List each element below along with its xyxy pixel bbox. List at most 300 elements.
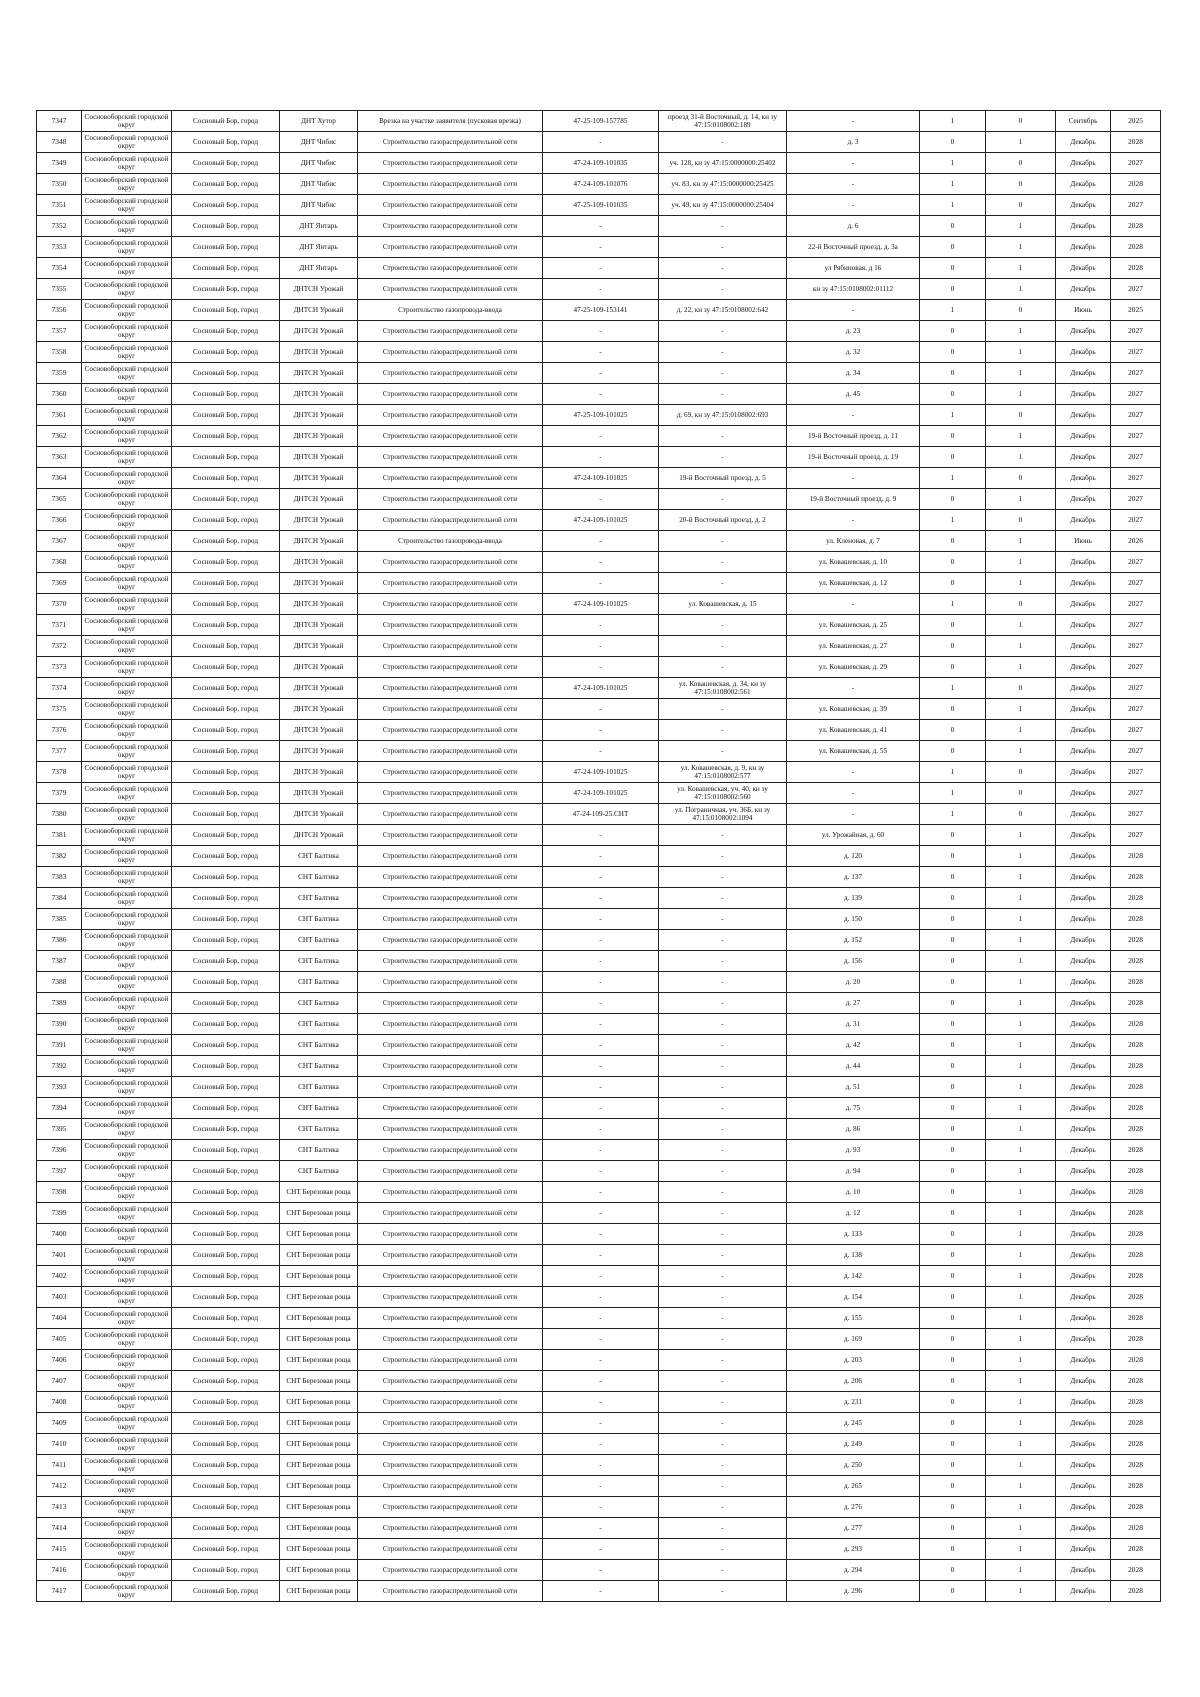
municipal-district-cell: Сосновоборский городской округ [82,1182,172,1203]
municipal-district-cell: Сосновоборский городской округ [82,615,172,636]
row-number-cell: 7400 [37,1224,82,1245]
deadline-month-cell: Декабрь [1056,1476,1111,1497]
application-number-cell: - [543,552,659,573]
house-address-cell: - [787,195,920,216]
municipal-district-cell: Сосновоборский городской округ [82,1539,172,1560]
territory-cell: СНТ Балтика [280,888,358,909]
work-type-cell: Строительство газораспределительной сети [358,1119,543,1140]
count-planned-cell: 1 [986,573,1056,594]
work-type-cell: Строительство газораспределительной сети [358,762,543,783]
territory-cell: ДНТСН Урожай [280,279,358,300]
territory-cell: СНТ Балтика [280,867,358,888]
application-number-cell: - [543,1119,659,1140]
house-address-cell: д. 94 [787,1161,920,1182]
table-row [37,1329,1161,1350]
count-connected-cell: 0 [920,237,986,258]
deadline-year-cell: 2027 [1111,342,1161,363]
deadline-month-cell: Декабрь [1056,804,1111,825]
count-connected-cell: 1 [920,510,986,531]
plot-address-cell: - [659,237,787,258]
plot-address-cell: - [659,888,787,909]
municipal-district-cell: Сосновоборский городской округ [82,1014,172,1035]
row-number-cell: 7389 [37,993,82,1014]
row-number-cell: 7394 [37,1098,82,1119]
municipal-district-cell: Сосновоборский городской округ [82,951,172,972]
house-address-cell: д. 42 [787,1035,920,1056]
application-number-cell: - [543,216,659,237]
deadline-year-cell: 2028 [1111,1203,1161,1224]
deadline-month-cell: Декабрь [1056,699,1111,720]
count-connected-cell: 0 [920,1140,986,1161]
municipal-district-cell: Сосновоборский городской округ [82,300,172,321]
plot-address-cell: проезд 31-й Восточный, д. 14, кн зу 47:15:0108002:189 [659,111,787,132]
municipal-district-cell: Сосновоборский городской округ [82,489,172,510]
deadline-month-cell: Декабрь [1056,1329,1111,1350]
deadline-year-cell: 2027 [1111,195,1161,216]
table-row [37,1098,1161,1119]
work-type-cell: Строительство газораспределительной сети [358,195,543,216]
deadline-month-cell: Декабрь [1056,741,1111,762]
deadline-month-cell: Декабрь [1056,615,1111,636]
territory-cell: ДНТСН Урожай [280,741,358,762]
application-number-cell: - [543,363,659,384]
work-type-cell: Строительство газораспределительной сети [358,405,543,426]
work-type-cell: Строительство газораспределительной сети [358,594,543,615]
count-connected-cell: 1 [920,174,986,195]
application-number-cell: 47-25-109-101025 [543,405,659,426]
house-address-cell: д. 137 [787,867,920,888]
table-row [37,153,1161,174]
work-type-cell: Строительство газораспределительной сети [358,804,543,825]
count-connected-cell: 0 [920,258,986,279]
deadline-year-cell: 2027 [1111,363,1161,384]
plot-address-cell: - [659,657,787,678]
count-connected-cell: 0 [920,720,986,741]
row-number-cell: 7379 [37,783,82,804]
house-address-cell: 19-й Восточный проезд, д. 9 [787,489,920,510]
municipal-district-cell: Сосновоборский городской округ [82,804,172,825]
house-address-cell: д. 10 [787,1182,920,1203]
settlement-cell: Сосновый Бор, город [172,489,280,510]
count-planned-cell: 1 [986,1287,1056,1308]
territory-cell: ДНТСН Урожай [280,783,358,804]
count-planned-cell: 1 [986,888,1056,909]
application-number-cell: - [543,846,659,867]
deadline-year-cell: 2027 [1111,783,1161,804]
count-planned-cell: 1 [986,489,1056,510]
row-number-cell: 7354 [37,258,82,279]
count-planned-cell: 1 [986,1392,1056,1413]
house-address-cell: ул. Ковашевская, д. 27 [787,636,920,657]
count-planned-cell: 1 [986,951,1056,972]
row-number-cell: 7363 [37,447,82,468]
municipal-district-cell: Сосновоборский городской округ [82,1098,172,1119]
table-row [37,1434,1161,1455]
count-planned-cell: 0 [986,468,1056,489]
count-planned-cell: 1 [986,531,1056,552]
work-type-cell: Строительство газораспределительной сети [358,1203,543,1224]
count-planned-cell: 1 [986,1560,1056,1581]
row-number-cell: 7368 [37,552,82,573]
count-connected-cell: 0 [920,1560,986,1581]
deadline-year-cell: 2028 [1111,1266,1161,1287]
municipal-district-cell: Сосновоборский городской округ [82,279,172,300]
count-connected-cell: 0 [920,930,986,951]
plot-address-cell: ул. Ковашевская, д. 9, кн зу 47:15:0108002:577 [659,762,787,783]
deadline-month-cell: Июнь [1056,531,1111,552]
settlement-cell: Сосновый Бор, город [172,468,280,489]
table-row [37,1476,1161,1497]
deadline-month-cell: Декабрь [1056,762,1111,783]
deadline-month-cell: Декабрь [1056,846,1111,867]
count-planned-cell: 0 [986,174,1056,195]
count-planned-cell: 1 [986,342,1056,363]
application-number-cell: 47-24-109-101025 [543,468,659,489]
deadline-year-cell: 2025 [1111,111,1161,132]
house-address-cell: ул. Урожайная, д. 60 [787,825,920,846]
deadline-month-cell: Декабрь [1056,1014,1111,1035]
plot-address-cell: - [659,846,787,867]
settlement-cell: Сосновый Бор, город [172,1434,280,1455]
plot-address-cell: - [659,1455,787,1476]
count-planned-cell: 0 [986,510,1056,531]
deadline-month-cell: Декабрь [1056,342,1111,363]
settlement-cell: Сосновый Бор, город [172,951,280,972]
count-planned-cell: 0 [986,678,1056,699]
work-type-cell: Строительство газораспределительной сети [358,1077,543,1098]
settlement-cell: Сосновый Бор, город [172,1413,280,1434]
work-type-cell: Строительство газораспределительной сети [358,1224,543,1245]
deadline-month-cell: Декабрь [1056,888,1111,909]
application-number-cell: - [543,279,659,300]
table-row [37,594,1161,615]
table-row [37,531,1161,552]
plot-address-cell: - [659,909,787,930]
municipal-district-cell: Сосновоборский городской округ [82,1308,172,1329]
table-row [37,111,1161,132]
municipal-district-cell: Сосновоборский городской округ [82,1203,172,1224]
row-number-cell: 7412 [37,1476,82,1497]
municipal-district-cell: Сосновоборский городской округ [82,195,172,216]
territory-cell: СНТ Березовая роща [280,1476,358,1497]
house-address-cell: д. 139 [787,888,920,909]
count-planned-cell: 1 [986,1497,1056,1518]
table-row [37,657,1161,678]
municipal-district-cell: Сосновоборский городской округ [82,930,172,951]
settlement-cell: Сосновый Бор, город [172,636,280,657]
work-type-cell: Строительство газораспределительной сети [358,468,543,489]
settlement-cell: Сосновый Бор, город [172,447,280,468]
deadline-year-cell: 2028 [1111,1119,1161,1140]
count-planned-cell: 1 [986,1140,1056,1161]
count-connected-cell: 0 [920,1392,986,1413]
deadline-year-cell: 2028 [1111,972,1161,993]
application-number-cell: 47-24-109-101025 [543,510,659,531]
house-address-cell: д. 120 [787,846,920,867]
count-connected-cell: 0 [920,1581,986,1602]
count-planned-cell: 1 [986,1182,1056,1203]
table-row [37,489,1161,510]
work-type-cell: Строительство газораспределительной сети [358,237,543,258]
work-type-cell: Строительство газораспределительной сети [358,1476,543,1497]
deadline-month-cell: Декабрь [1056,636,1111,657]
settlement-cell: Сосновый Бор, город [172,1371,280,1392]
settlement-cell: Сосновый Бор, город [172,615,280,636]
row-number-cell: 7347 [37,111,82,132]
settlement-cell: Сосновый Бор, город [172,1581,280,1602]
deadline-month-cell: Декабрь [1056,573,1111,594]
count-connected-cell: 0 [920,888,986,909]
work-type-cell: Строительство газораспределительной сети [358,678,543,699]
count-planned-cell: 1 [986,1266,1056,1287]
settlement-cell: Сосновый Бор, город [172,1560,280,1581]
plot-address-cell: - [659,321,787,342]
count-planned-cell: 1 [986,552,1056,573]
count-connected-cell: 0 [920,489,986,510]
settlement-cell: Сосновый Бор, город [172,1161,280,1182]
application-number-cell: - [543,1287,659,1308]
municipal-district-cell: Сосновоборский городской округ [82,216,172,237]
application-number-cell: 47-24-109-101076 [543,174,659,195]
row-number-cell: 7388 [37,972,82,993]
work-type-cell: Строительство газораспределительной сети [358,993,543,1014]
territory-cell: ДНТ Хутор [280,111,358,132]
deadline-year-cell: 2028 [1111,1539,1161,1560]
count-connected-cell: 1 [920,405,986,426]
application-number-cell: - [543,1224,659,1245]
row-number-cell: 7355 [37,279,82,300]
row-number-cell: 7366 [37,510,82,531]
deadline-year-cell: 2028 [1111,1287,1161,1308]
deadline-month-cell: Декабрь [1056,384,1111,405]
deadline-month-cell: Декабрь [1056,1581,1111,1602]
municipal-district-cell: Сосновоборский городской округ [82,1140,172,1161]
municipal-district-cell: Сосновоборский городской округ [82,132,172,153]
municipal-district-cell: Сосновоборский городской округ [82,174,172,195]
work-type-cell: Строительство газораспределительной сети [358,1308,543,1329]
settlement-cell: Сосновый Бор, город [172,972,280,993]
house-address-cell: д. 169 [787,1329,920,1350]
work-type-cell: Строительство газораспределительной сети [358,174,543,195]
deadline-year-cell: 2028 [1111,1476,1161,1497]
count-planned-cell: 1 [986,237,1056,258]
count-connected-cell: 1 [920,762,986,783]
house-address-cell: - [787,594,920,615]
municipal-district-cell: Сосновоборский городской округ [82,426,172,447]
table-row [37,930,1161,951]
table-row [37,363,1161,384]
application-number-cell: - [543,1077,659,1098]
plot-address-cell: - [659,1560,787,1581]
settlement-cell: Сосновый Бор, город [172,531,280,552]
settlement-cell: Сосновый Бор, город [172,1140,280,1161]
deadline-year-cell: 2028 [1111,993,1161,1014]
deadline-year-cell: 2028 [1111,1140,1161,1161]
table-row [37,1077,1161,1098]
table-row [37,1014,1161,1035]
table-row [37,867,1161,888]
count-planned-cell: 0 [986,804,1056,825]
municipal-district-cell: Сосновоборский городской округ [82,909,172,930]
work-type-cell: Строительство газораспределительной сети [358,1581,543,1602]
count-planned-cell: 1 [986,1539,1056,1560]
table-body [37,111,1161,1602]
municipal-district-cell: Сосновоборский городской округ [82,1329,172,1350]
count-connected-cell: 0 [920,573,986,594]
deadline-month-cell: Декабрь [1056,1161,1111,1182]
work-type-cell: Строительство газораспределительной сети [358,321,543,342]
table-row [37,1392,1161,1413]
work-type-cell: Строительство газораспределительной сети [358,132,543,153]
house-address-cell: - [787,783,920,804]
deadline-month-cell: Декабрь [1056,1539,1111,1560]
deadline-year-cell: 2027 [1111,153,1161,174]
work-type-cell: Строительство газораспределительной сети [358,552,543,573]
count-connected-cell: 0 [920,1434,986,1455]
table-row [37,1182,1161,1203]
row-number-cell: 7371 [37,615,82,636]
table-row [37,321,1161,342]
territory-cell: СНТ Балтика [280,1140,358,1161]
count-connected-cell: 0 [920,972,986,993]
settlement-cell: Сосновый Бор, город [172,846,280,867]
house-address-cell: д. 3 [787,132,920,153]
deadline-month-cell: Декабрь [1056,1077,1111,1098]
deadline-month-cell: Декабрь [1056,993,1111,1014]
work-type-cell: Строительство газораспределительной сети [358,846,543,867]
house-address-cell: д. 294 [787,1560,920,1581]
count-connected-cell: 0 [920,1014,986,1035]
row-number-cell: 7365 [37,489,82,510]
plot-address-cell: - [659,1014,787,1035]
count-connected-cell: 0 [920,951,986,972]
territory-cell: ДНТ Янтарь [280,258,358,279]
row-number-cell: 7370 [37,594,82,615]
territory-cell: СНТ Березовая роща [280,1266,358,1287]
application-number-cell: - [543,972,659,993]
municipal-district-cell: Сосновоборский городской округ [82,1119,172,1140]
municipal-district-cell: Сосновоборский городской округ [82,636,172,657]
settlement-cell: Сосновый Бор, город [172,321,280,342]
row-number-cell: 7402 [37,1266,82,1287]
house-address-cell: - [787,468,920,489]
house-address-cell: д. 276 [787,1497,920,1518]
settlement-cell: Сосновый Бор, город [172,426,280,447]
municipal-district-cell: Сосновоборский городской округ [82,1245,172,1266]
deadline-year-cell: 2028 [1111,1329,1161,1350]
count-planned-cell: 1 [986,1413,1056,1434]
deadline-year-cell: 2025 [1111,300,1161,321]
settlement-cell: Сосновый Бор, город [172,405,280,426]
deadline-year-cell: 2028 [1111,867,1161,888]
work-type-cell: Строительство газораспределительной сети [358,279,543,300]
deadline-year-cell: 2028 [1111,1161,1161,1182]
house-address-cell: - [787,405,920,426]
municipal-district-cell: Сосновоборский городской округ [82,321,172,342]
territory-cell: СНТ Балтика [280,951,358,972]
house-address-cell: д. 152 [787,930,920,951]
house-address-cell: ул. Ковашевская, д. 25 [787,615,920,636]
deadline-month-cell: Декабрь [1056,867,1111,888]
settlement-cell: Сосновый Бор, город [172,1497,280,1518]
count-connected-cell: 1 [920,783,986,804]
row-number-cell: 7401 [37,1245,82,1266]
count-planned-cell: 1 [986,363,1056,384]
count-connected-cell: 0 [920,1518,986,1539]
territory-cell: СНТ Березовая роща [280,1350,358,1371]
work-type-cell: Строительство газораспределительной сети [358,1497,543,1518]
deadline-month-cell: Декабрь [1056,468,1111,489]
count-planned-cell: 0 [986,195,1056,216]
territory-cell: ДНТ Янтарь [280,216,358,237]
table-row [37,1224,1161,1245]
application-number-cell: - [543,237,659,258]
count-planned-cell: 1 [986,1518,1056,1539]
count-connected-cell: 0 [920,1539,986,1560]
row-number-cell: 7383 [37,867,82,888]
application-number-cell: - [543,720,659,741]
application-number-cell: 47-25-109-153141 [543,300,659,321]
count-connected-cell: 0 [920,447,986,468]
work-type-cell: Строительство газораспределительной сети [358,1455,543,1476]
house-address-cell: д. 20 [787,972,920,993]
application-number-cell: - [543,636,659,657]
application-number-cell: - [543,741,659,762]
application-number-cell: - [543,489,659,510]
plot-address-cell: - [659,972,787,993]
row-number-cell: 7369 [37,573,82,594]
count-planned-cell: 1 [986,1203,1056,1224]
count-connected-cell: 0 [920,657,986,678]
plot-address-cell: - [659,1497,787,1518]
territory-cell: ДНТСН Урожай [280,552,358,573]
deadline-month-cell: Декабрь [1056,216,1111,237]
house-address-cell: д. 150 [787,909,920,930]
settlement-cell: Сосновый Бор, город [172,1392,280,1413]
territory-cell: ДНТСН Урожай [280,321,358,342]
table-row [37,216,1161,237]
settlement-cell: Сосновый Бор, город [172,825,280,846]
house-address-cell: д. 27 [787,993,920,1014]
count-planned-cell: 1 [986,930,1056,951]
municipal-district-cell: Сосновоборский городской округ [82,1287,172,1308]
settlement-cell: Сосновый Бор, город [172,216,280,237]
house-address-cell: - [787,153,920,174]
count-connected-cell: 0 [920,531,986,552]
work-type-cell: Строительство газораспределительной сети [358,972,543,993]
settlement-cell: Сосновый Бор, город [172,1077,280,1098]
deadline-month-cell: Декабрь [1056,1203,1111,1224]
house-address-cell: д. 6 [787,216,920,237]
count-planned-cell: 1 [986,1035,1056,1056]
count-planned-cell: 1 [986,1077,1056,1098]
row-number-cell: 7407 [37,1371,82,1392]
territory-cell: ДНТСН Урожай [280,573,358,594]
count-connected-cell: 0 [920,279,986,300]
territory-cell: ДНТСН Урожай [280,300,358,321]
territory-cell: СНТ Балтика [280,1161,358,1182]
row-number-cell: 7396 [37,1140,82,1161]
count-planned-cell: 1 [986,1455,1056,1476]
territory-cell: СНТ Балтика [280,1077,358,1098]
work-type-cell: Строительство газораспределительной сети [358,699,543,720]
house-address-cell: 19-й Восточный проезд, д. 11 [787,426,920,447]
count-planned-cell: 1 [986,1581,1056,1602]
table-row [37,636,1161,657]
municipal-district-cell: Сосновоборский городской округ [82,1224,172,1245]
deadline-year-cell: 2027 [1111,321,1161,342]
deadline-month-cell: Декабрь [1056,510,1111,531]
